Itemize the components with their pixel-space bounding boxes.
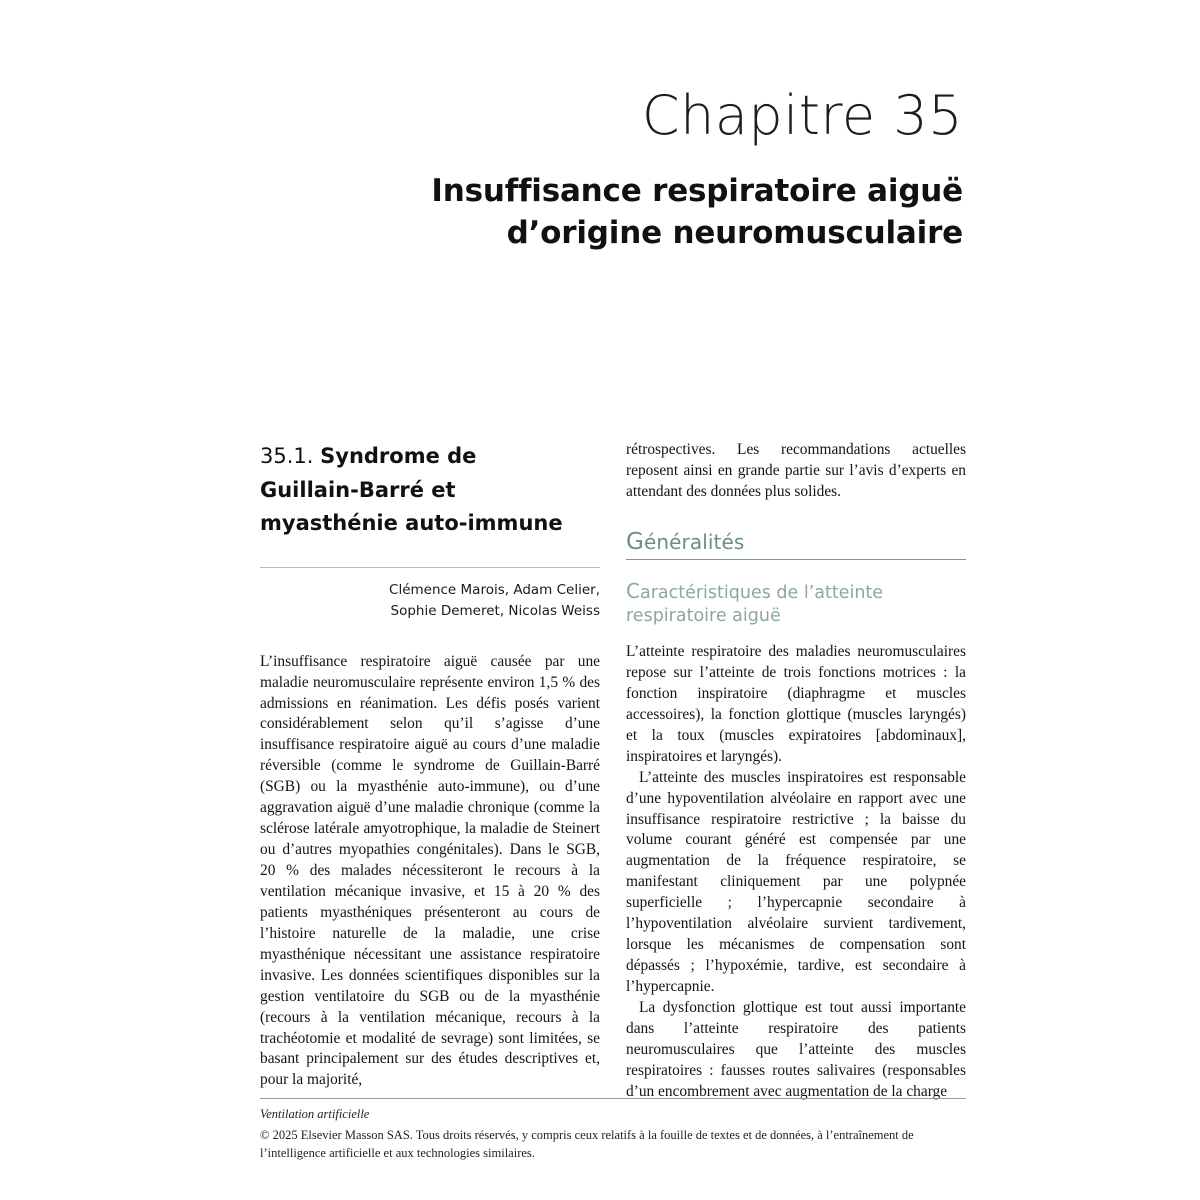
- paragraph: L’atteinte respiratoire des maladies neuromusculaires repose sur l’atteinte de trois fonctions motrices : la fonction inspiratoire (diaphragme et muscles accessoires), la fonction glottique (muscles laryngés) et la toux (muscles expiratoires [abdominaux], inspiratoires et laryngés).: [626, 643, 966, 765]
- right-column-intro: [626, 440, 966, 503]
- section-title-line-2: Guillain-Barré et: [260, 477, 456, 502]
- chapter-number: Chapitre 35: [641, 84, 963, 147]
- right-column: [626, 440, 966, 1100]
- page-footer: [260, 1098, 966, 1162]
- heading-caracteristiques: [626, 578, 966, 628]
- subheading-text: aractéristiques de l’atteinte respiratoire aiguë: [626, 582, 884, 626]
- section-title-line-1: Syndrome de: [320, 444, 477, 468]
- left-column-text: [260, 652, 600, 1092]
- copyright-notice: [260, 1126, 966, 1162]
- heading-underline: [626, 559, 966, 560]
- subheading-initial: C: [626, 578, 640, 603]
- heading-generalites: [626, 529, 966, 555]
- heading-initial: G: [626, 528, 644, 555]
- author-line-1: Clémence Marois, Adam Celier,: [389, 581, 600, 598]
- section-title-line-3: myasthénie auto-immune: [260, 511, 563, 536]
- body-columns: [260, 440, 966, 1100]
- section-divider: [260, 567, 600, 568]
- footer-divider: [260, 1098, 966, 1099]
- paragraph: L’insuffisance respiratoire aiguë causée par une maladie neuromusculaire représente environ 1,5 % des admissions en réanimation. Les défis posés varient considérablement selon qu’il s’agisse d’une insuffisance respiratoire aiguë au cours d’une maladie réversible (comme le syndrome de Guillain-Barré (SGB) ou la myasthénie auto-immune), ou d’une aggravation aiguë d’une maladie chronique (comme la sclérose latérale amyotrophique, la maladie de Steinert ou d’autres myopathies congénitales). Dans le SGB, 20 % des malades nécessiteront le recours à la ventilation mécanique invasive, et 15 à 20 % des patients myasthéniques présenteront au cours de l’histoire naturelle de la maladie, une crise myasthénique nécessitant une assistance respiratoire invasive. Les données scientifiques disponibles sur la gestion ventilatoire du SGB ou de la myasthénie (recours à la ventilation mécanique, recours à la trachéotomie et modalité de sevrage) sont limitées, se basant principalement sur des études descriptives et, pour la majorité,: [260, 652, 600, 1089]
- section-heading: [260, 440, 600, 541]
- section-number: 35.1.: [260, 444, 314, 468]
- heading-text: énéralités: [643, 529, 745, 554]
- author-line-2: Sophie Demeret, Nicolas Weiss: [390, 602, 600, 619]
- right-column-text: [626, 642, 966, 1103]
- chapter-title: [223, 171, 963, 255]
- left-column: [260, 440, 600, 1100]
- paragraph: La dysfonction glottique est tout aussi importante dans l’atteinte respiratoire des patients neuromusculaires que l’atteinte des muscles respiratoires : fausses routes salivaires (responsables d’un encombrement avec augmentation de la charge: [626, 998, 966, 1100]
- chapter-title-line-2: d’origine neuromusculaire: [506, 214, 963, 251]
- chapter-title-line-1: Insuffisance respiratoire aiguë: [431, 172, 963, 209]
- copyright-line-2: l’intelligence artificielle et aux technologies similaires.: [260, 1145, 535, 1160]
- chapter-header: [223, 84, 963, 254]
- book-title: Ventilation artificielle: [260, 1107, 370, 1121]
- paragraph: rétrospectives. Les recommandations actuelles reposent ainsi en grande partie sur l’avis d’experts en attendant des données plus solides.: [626, 441, 966, 500]
- copyright-line-1: © 2025 Elsevier Masson SAS. Tous droits réservés, y compris ceux relatifs à la fouille de textes et de données, à l’entraînement de: [260, 1127, 914, 1142]
- paragraph: L’atteinte des muscles inspiratoires est responsable d’une hypoventilation alvéolaire en rapport avec une insuffisance respiratoire restrictive ; la baisse du volume courant généré est compensée par une augmentation de la fréquence respiratoire, se manifestant cliniquement par une polypnée superficielle ; l’hypercapnie secondaire à l’hypoventilation alvéolaire survient tardivement, lorsque les mécanismes de compensation sont dépassés ; l’hypoxémie, tardive, est secondaire à l’hypercapnie.: [626, 768, 966, 995]
- author-list: [260, 580, 600, 622]
